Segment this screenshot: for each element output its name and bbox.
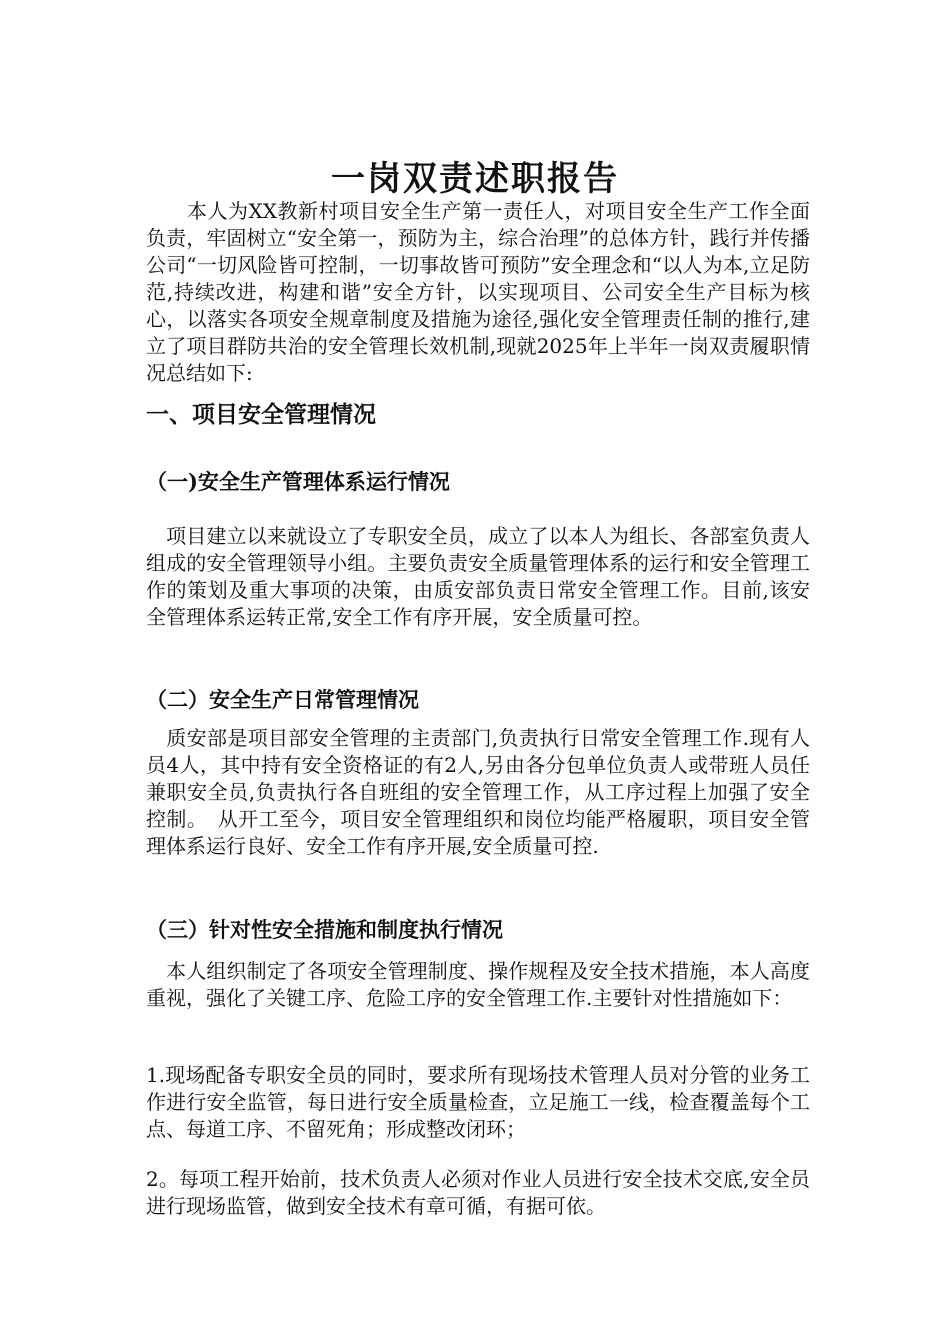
list-item-1: 1.现场配备专职安全员的同时，要求所有现场技术管理人员对分管的业务工作进行安全监管，每日进行安全质量检查，立足施工一线，检查覆盖每个工点、每道工序、不留死角；形成整改闭环； <box>146 1063 810 1141</box>
subsection-heading-2: （二）安全生产日常管理情况 <box>146 687 419 712</box>
list-item-2: 2。每项工程开始前，技术负责人必须对作业人员进行安全技术交底,安全员进行现场监管，做到安全技术有章可循，有据可依。 <box>146 1167 810 1218</box>
subsection-body-2: 质安部是项目部安全管理的主责部门,负责执行日常安全管理工作.现有人员4人，其中持有安全资格证的有2人,另由各分包单位负责人或带班人员任兼职安全员,负责执行各自班组的安全管理工作，从工序过程上加强了安全控制。 从开工至今，项目安全管理组织和岗位均能严格履职，项目安全管理体系运行良好、安全工作有序开展,安全质量可控. <box>146 726 810 858</box>
page-title: 一岗双责述职报告 <box>331 158 619 199</box>
intro-paragraph: 本人为XX教新村项目安全生产第一责任人，对项目安全生产工作全面负责，牢固树立“安全第一，预防为主，综合治理”的总体方针，践行并传播公司“一切风险皆可控制，一切事故皆可预防”安全理念和“以人为本,立足防范,持续改进，构建和谐”安全方针，以实现项目、公司安全生产目标为核心，以落实各项安全规章制度及措施为途径,强化安全管理责任制的推行,建立了项目群防共治的安全管理长效机制,现就2025年上半年一岗双责履职情况总结如下: <box>146 199 810 385</box>
subsection-body-3: 本人组织制定了各项安全管理制度、操作规程及安全技术措施，本人高度重视，强化了关键工序、危险工序的安全管理工作.主要针对性措施如下： <box>146 959 810 1010</box>
section-heading: 一、项目安全管理情况 <box>146 402 376 428</box>
subsection-heading-1: （一)安全生产管理体系运行情况 <box>146 469 450 494</box>
subsection-body-1: 项目建立以来就设立了专职安全员，成立了以本人为组长、各部室负责人组成的安全管理领导小组。主要负责安全质量管理体系的运行和安全管理工作的策划及重大事项的决策，由质安部负责日常安全管理工作。目前,该安全管理体系运转正常,安全工作有序开展，安全质量可控。 <box>146 524 810 629</box>
subsection-heading-3: （三）针对性安全措施和制度执行情况 <box>146 917 503 942</box>
